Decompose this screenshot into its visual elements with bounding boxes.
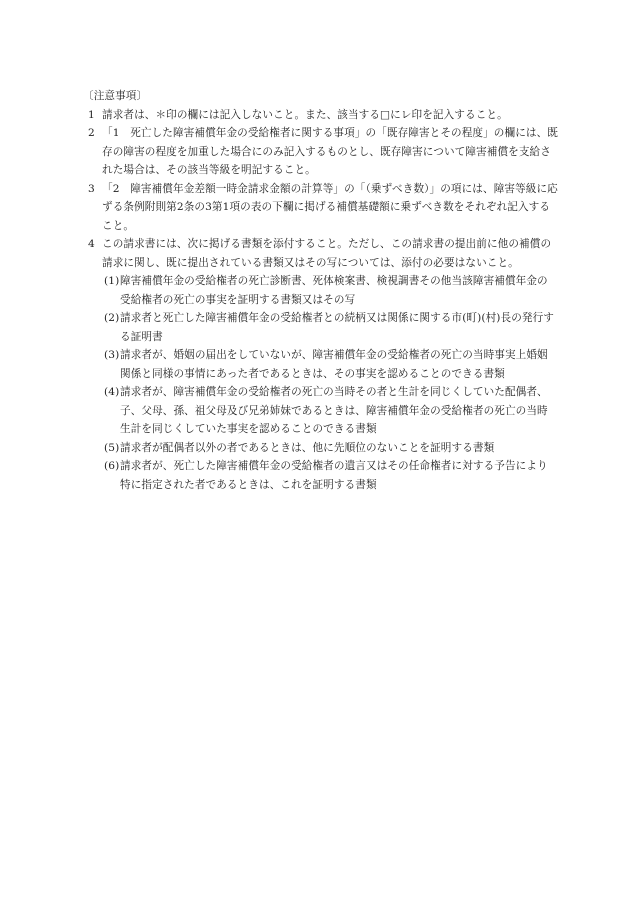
attachment-item (86, 346, 558, 383)
attachment-text: 請求者と死亡した障害補償年金の受給権者との続柄又は関係に関する市(町)(村)長の発行する証明書 (120, 312, 554, 343)
attachment-number: (5) (104, 441, 120, 454)
note-text: 「1 死亡した障害補償年金の受給権者に関する事項」の「既存障害とその程度」の欄には、既存の障害の程度を加重した場合にのみ記入するものとし、既存障害について障害補償を支給された場合は、その該当等級を明記すること。 (102, 127, 558, 176)
attachment-text: 障害補償年金の受給権者の死亡診断書、死体検案書、検視調書その他当該障害補償年金の受給権者の死亡の事実を証明する書類又はその写 (120, 275, 548, 306)
attachment-text: 請求者が、婚姻の届出をしていないが、障害補償年金の受給権者の死亡の当時事実上婚姻関係と同様の事情にあった者であるときは、その事実を認めることのできる書類 (120, 349, 548, 380)
attachment-item (86, 383, 558, 439)
note-item (86, 124, 558, 180)
note-number: 2 (88, 127, 95, 139)
attachment-number: (6) (104, 460, 120, 472)
note-number: 1 (88, 108, 95, 121)
attachment-number: (2) (104, 312, 120, 324)
note-item (86, 180, 558, 236)
note-text: この請求書には、次に掲げる書類を添付すること。ただし、この請求書の提出前に他の補償の請求に関し、既に提出されている書類又はその写については、添付の必要はないこと。 (102, 238, 552, 269)
attachment-number: (1) (104, 275, 120, 287)
attachment-item (86, 309, 558, 346)
note-number: 3 (88, 182, 95, 195)
note-item (86, 235, 558, 272)
attachment-text: 請求者が、障害補償年金の受給権者の死亡の当時その者と生計を同じくしていた配偶者、子、父母、孫、祖父母及び兄弟姉妹であるときは、障害補償年金の受給権者の死亡の当時生計を同じくしていた事実を認めることのできる書類 (120, 386, 548, 435)
attachment-item (86, 439, 558, 458)
note-item (86, 106, 558, 125)
attachment-item (86, 457, 558, 494)
attachment-number: (4) (104, 386, 120, 398)
notes-section (83, 87, 558, 494)
attachment-number: (3) (104, 349, 120, 361)
note-text: 「2 障害補償年金差額一時金請求金額の計算等」の「（乗ずべき数）」の項には、障害等級に応ずる条例附則第2条の3第1項の表の下欄に掲げる補償基礎額に乗ずべき数をそれぞれ記入すること。 (102, 182, 558, 232)
attachment-text: 請求者が、死亡した障害補償年金の受給権者の遺言又はその任命権者に対する予告により特に指定された者であるときは、これを証明する書類 (120, 460, 548, 491)
notes-heading: 〔注意事項〕 (83, 90, 148, 102)
attachment-text: 請求者が配偶者以外の者であるときは、他に先順位のないことを証明する書類 (120, 441, 495, 454)
note-text: 請求者は、＊印の欄には記入しないこと。また、該当する□にレ印を記入すること。 (102, 108, 508, 121)
note-number: 4 (88, 238, 95, 250)
attachment-item (86, 272, 558, 309)
